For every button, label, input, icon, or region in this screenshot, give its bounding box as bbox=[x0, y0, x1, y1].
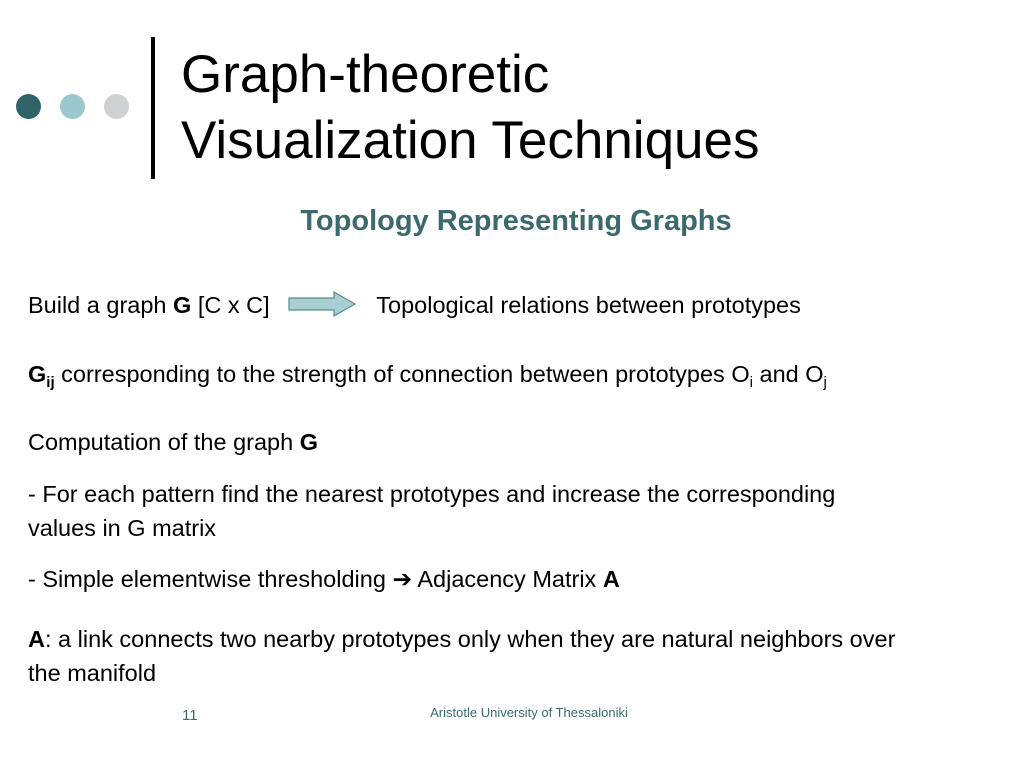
graph-symbol: G bbox=[173, 292, 192, 318]
footer-institution: Aristotle University of Thessaloniki bbox=[430, 705, 628, 720]
adjacency-symbol: A bbox=[602, 566, 620, 592]
decorative-dots bbox=[16, 94, 136, 120]
slide-title-line-1: Graph-theoretic bbox=[181, 45, 550, 104]
computation-heading bbox=[28, 425, 318, 459]
slide-title bbox=[181, 42, 760, 174]
title-divider-bar bbox=[151, 37, 155, 179]
computation-text: Computation of the graph bbox=[28, 429, 300, 455]
block-arrow-icon bbox=[288, 291, 356, 317]
computation-graph-symbol: G bbox=[299, 429, 319, 455]
dot-light-teal bbox=[60, 94, 85, 119]
gij-definition-line bbox=[28, 357, 1018, 391]
j-subscript: j bbox=[823, 374, 827, 391]
nearest-prototypes-bullet: - For each pattern find the nearest prototypes and increase the corresponding values in G matrix bbox=[28, 481, 836, 541]
adjacency-description: : a link connects two nearby prototypes only when they are natural neighbors over the manifold bbox=[28, 626, 896, 686]
g-symbol bbox=[28, 361, 55, 391]
i-subscript: i bbox=[749, 374, 753, 391]
adjacency-definition bbox=[28, 622, 928, 690]
slide-subtitle: Topology Representing Graphs bbox=[300, 205, 732, 237]
page-number: 11 bbox=[182, 707, 198, 724]
a-symbol: A bbox=[28, 626, 45, 652]
dot-dark bbox=[16, 94, 41, 119]
build-graph-suffix: [C x C] bbox=[191, 292, 270, 318]
adjacency-text: Adjacency Matrix bbox=[412, 566, 603, 592]
dot-gray bbox=[104, 94, 129, 119]
g-letter: G bbox=[28, 361, 47, 387]
ij-subscript: ij bbox=[46, 374, 55, 391]
topological-relations-text: Topological relations between prototypes bbox=[376, 292, 801, 318]
gij-description: corresponding to the strength of connection between prototypes O bbox=[54, 361, 750, 387]
build-graph-line bbox=[28, 288, 1018, 322]
right-arrow-icon: ➔ bbox=[392, 566, 413, 592]
thresholding-bullet bbox=[28, 562, 620, 596]
thresholding-text: - Simple elementwise thresholding bbox=[28, 566, 393, 592]
and-o-text: and O bbox=[752, 361, 824, 387]
build-graph-prefix: Build a graph bbox=[28, 292, 174, 318]
slide-title-line-2: Visualization Techniques bbox=[181, 111, 760, 170]
